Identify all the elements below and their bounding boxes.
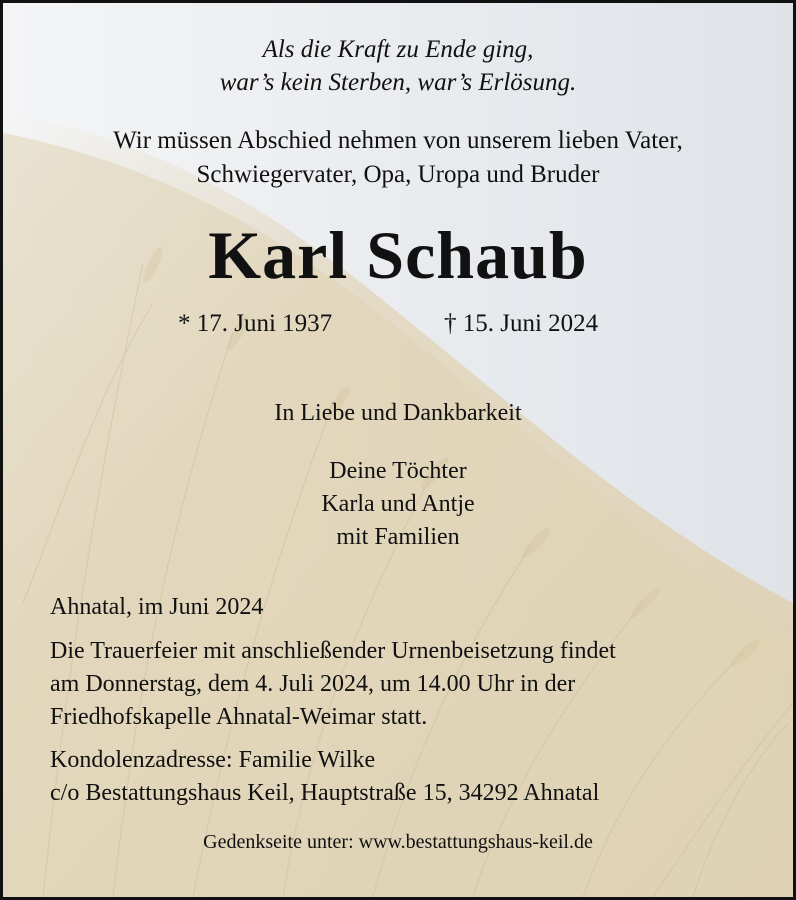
- motto-line-1: Als die Kraft zu Ende ging,: [262, 36, 534, 63]
- intro-line-2: Schwiegervater, Opa, Uropa und Bruder: [196, 161, 600, 188]
- notice-content: [3, 3, 793, 897]
- motto-line-2: war’s kein Sterben, war’s Erlösung.: [219, 69, 577, 96]
- mourners-line-1: Deine Töchter: [329, 458, 467, 484]
- service-line-2: am Donnerstag, dem 4. Juli 2024, um 14.00 Uhr in der: [50, 671, 576, 697]
- intro-line-1: Wir müssen Abschied nehmen von unserem lieben Vater,: [113, 127, 683, 154]
- farewell-text: In Liebe und Dankbarkeit: [274, 400, 522, 426]
- deceased-name: Karl Schaub: [208, 217, 588, 293]
- birth-date: * 17. Juni 1937: [178, 310, 333, 337]
- memorial-page-link: Gedenkseite unter: www.bestattungshaus-keil.de: [203, 831, 593, 853]
- place-date: Ahnatal, im Juni 2024: [50, 594, 264, 620]
- service-line-3: Friedhofskapelle Ahnatal-Weimar statt.: [50, 704, 428, 730]
- mourners-line-3: mit Familien: [336, 524, 460, 550]
- service-line-1: Die Trauerfeier mit anschließender Urnenbeisetzung findet: [50, 638, 616, 664]
- condolence-line-1: Kondolenzadresse: Familie Wilke: [50, 747, 376, 773]
- mourners-line-2: Karla und Antje: [321, 491, 475, 517]
- death-date: † 15. Juni 2024: [444, 310, 599, 337]
- condolence-line-2: c/o Bestattungshaus Keil, Hauptstraße 15, 34292 Ahnatal: [50, 780, 600, 806]
